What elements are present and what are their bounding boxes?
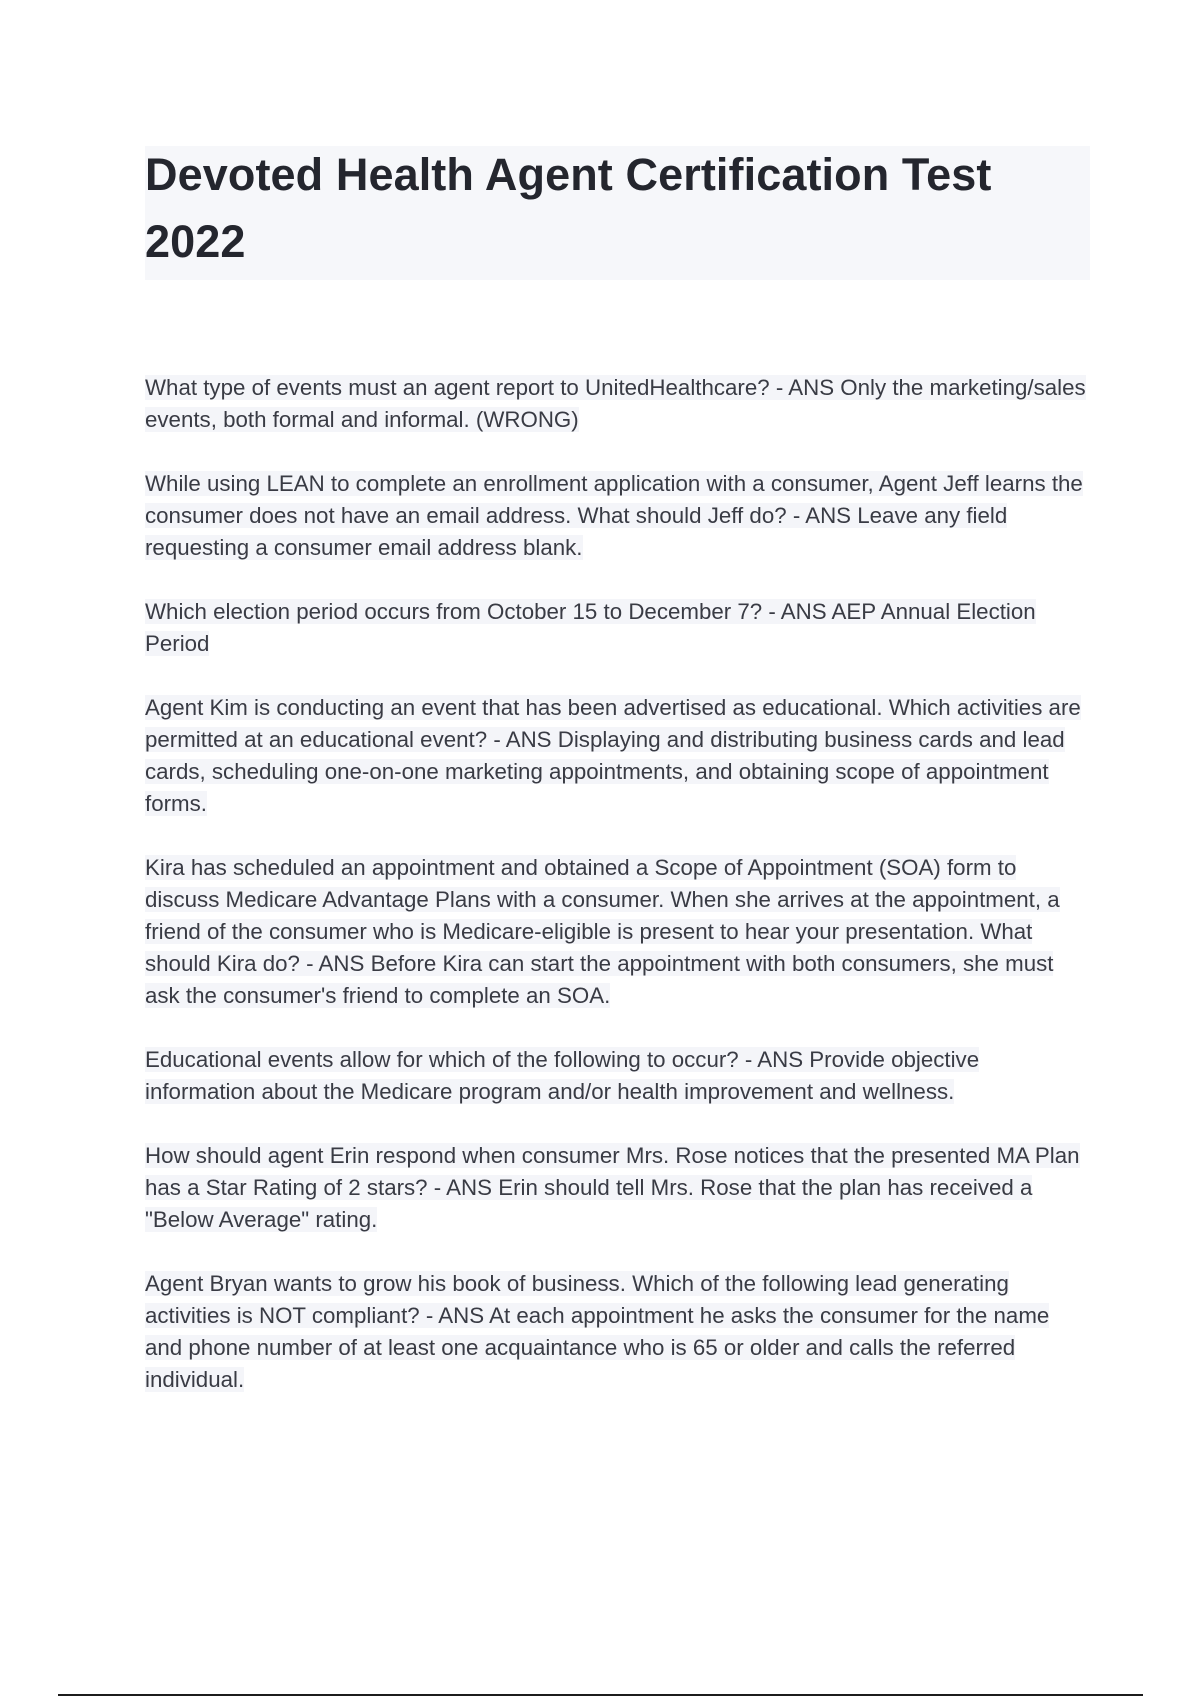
qa-entry-2 <box>145 468 1090 564</box>
qa-entry-text: What type of events must an agent report to UnitedHealthcare? - ANS Only the marketing/sales events, both formal and informal. (WRONG) <box>145 375 1086 432</box>
qa-entry-text: Educational events allow for which of the following to occur? - ANS Provide objective information about the Medicare program and/or health improvement and wellness. <box>145 1047 980 1104</box>
qa-entry-8 <box>145 1268 1090 1396</box>
qa-entry-7 <box>145 1140 1090 1236</box>
footer-divider <box>58 1694 1143 1696</box>
qa-entry-5 <box>145 852 1090 1012</box>
qa-entry-text: Kira has scheduled an appointment and obtained a Scope of Appointment (SOA) form to discuss Medicare Advantage Plans with a consumer. When she arrives at the appointment, a friend of the consumer who is Medicare-eligible is present to hear your presentation. What should Kira do? - ANS Before Kira can start the appointment with both consumers, she must ask the consumer's friend to complete an SOA. <box>145 855 1060 1008</box>
qa-entry-1 <box>145 372 1090 436</box>
qa-entry-text: While using LEAN to complete an enrollment application with a consumer, Agent Jeff learns the consumer does not have an email address. What should Jeff do? - ANS Leave any field requesting a consumer email address blank. <box>145 471 1083 560</box>
qa-entry-6 <box>145 1044 1090 1108</box>
qa-entry-3 <box>145 596 1090 660</box>
document-title: Devoted Health Agent Certification Test 2022 <box>145 149 992 267</box>
qa-entry-text: Which election period occurs from October 15 to December 7? - ANS AEP Annual Election Period <box>145 599 1036 656</box>
qa-entry-text: Agent Kim is conducting an event that has been advertised as educational. Which activities are permitted at an educational event? - ANS Displaying and distributing business cards and lead cards, scheduling one-on-one marketing appointments, and obtaining scope of appointment forms. <box>145 695 1081 816</box>
qa-list <box>145 372 1090 1428</box>
qa-entry-text: How should agent Erin respond when consumer Mrs. Rose notices that the presented MA Plan has a Star Rating of 2 stars? - ANS Erin should tell Mrs. Rose that the plan has received a "Below Average" rating. <box>145 1143 1080 1232</box>
qa-entry-text: Agent Bryan wants to grow his book of business. Which of the following lead generating activities is NOT compliant? - ANS At each appointment he asks the consumer for the name and phone number of at least one acquaintance who is 65 or older and calls the referred individual. <box>145 1271 1050 1392</box>
qa-entry-4 <box>145 692 1090 820</box>
